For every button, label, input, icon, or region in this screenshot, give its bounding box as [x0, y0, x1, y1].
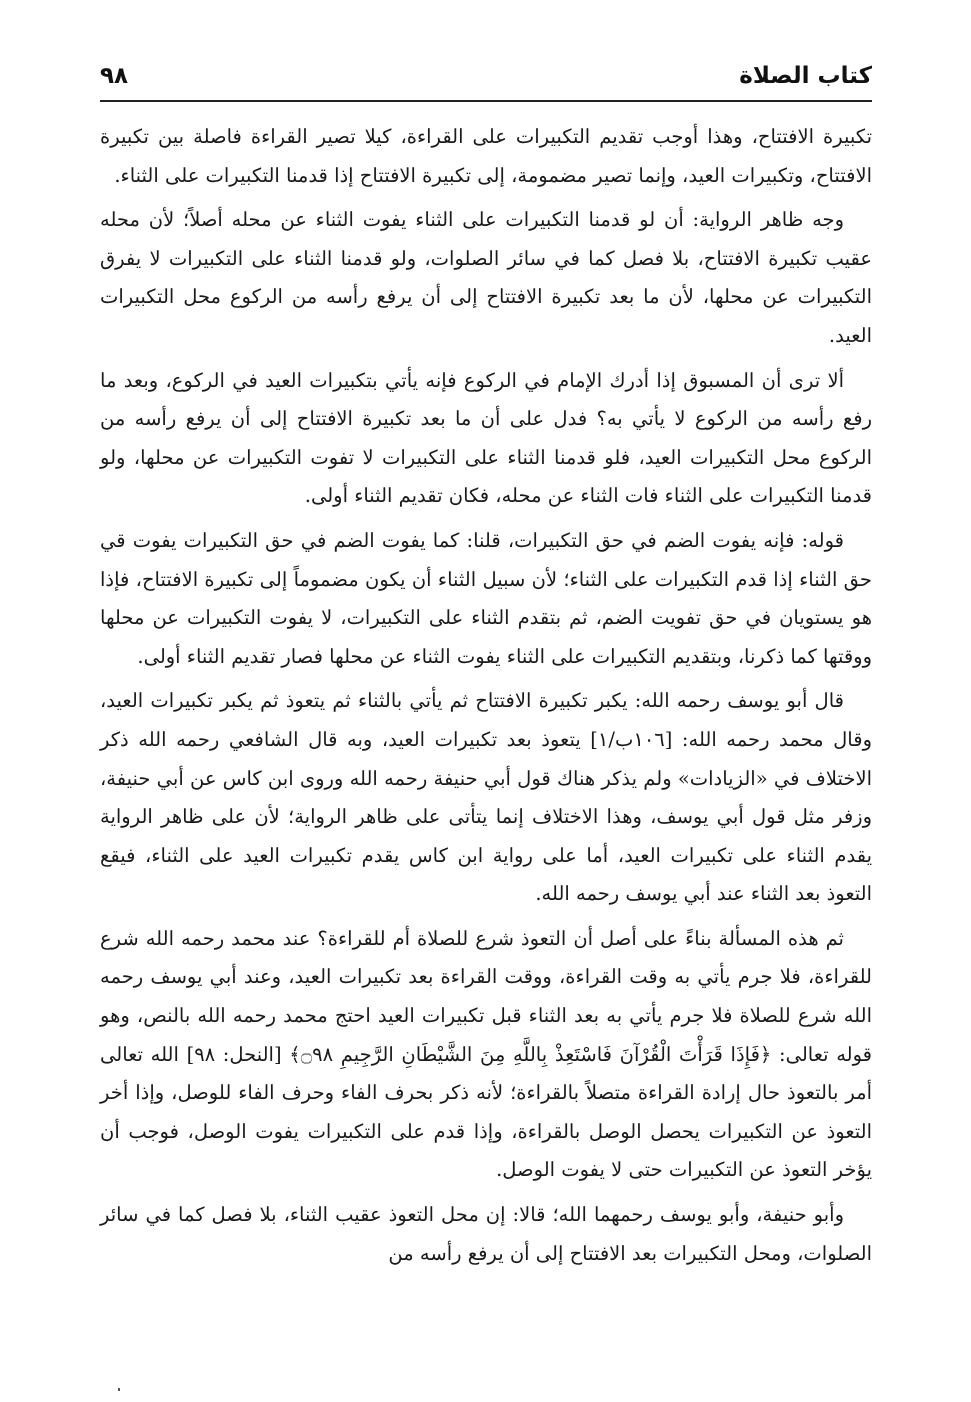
- scan-speck: [118, 1388, 120, 1391]
- page-number: ٩٨: [100, 63, 129, 89]
- paragraph: قال أبو يوسف رحمه الله: يكبر تكبيرة الافتتاح ثم يأتي بالثناء ثم يتعوذ ثم يكبر تكبيرات العيد، وقال محمد رحمه الله: [١٠٦ب/١] يتعوذ بعد تكبيرات العيد، وبه قال الشافعي رحمه الله ذكر الاختلاف في «الزيادات» ولم يذكر هناك قول أبي حنيفة رحمه الله وروى ابن كاس عن أبي حنيفة، وزفر مثل قول أبي يوسف، وهذا الاختلاف إنما يتأتى على ظاهر الرواية؛ لأن على ظاهر الرواية يقدم الثناء على تكبيرات العيد، أما على رواية ابن كاس يقدم تكبيرات العيد على الثناء، فيقع التعوذ بعد الثناء عند أبي يوسف رحمه الله.: [100, 689, 872, 906]
- paragraph: قوله: فإنه يفوت الضم في حق التكبيرات، قلنا: كما يفوت الضم في حق التكبيرات يفوت قي حق الثناء إذا قدم التكبيرات على الثناء؛ لأن سبيل الثناء أن يكون مضموماً إلى تكبيرة الافتتاح، فإذا هو يستويان في حق تفويت الضم، ثم بتقدم الثناء على التكبيرات، لا يفوت التكبيرات عن محلها ووقتها كما ذكرنا، وبتقديم التكبيرات على الثناء يفوت الثناء عن محلها فصار تقديم الثناء أولى.: [100, 528, 872, 668]
- paragraph: ثم هذه المسألة بناءً على أصل أن التعوذ شرع للصلاة أم للقراءة؟ عند محمد رحمه الله شرع للقراءة، فلا جرم يأتي به وقت القراءة، ووقت القراءة بعد تكبيرات العيد، وعند أبي يوسف رحمه الله شرع للصلاة فلا جرم يأتي به بعد الثناء قبل تكبيرات العيد احتج محمد رحمه الله بالنص، وهو قوله تعالى: ﴿فَإِذَا قَرَأْتَ الْقُرْآنَ فَاسْتَعِذْ بِاللَّهِ مِنَ الشَّيْطَانِ الرَّجِيمِ ۝٩٨﴾ [النحل: ٩٨] الله تعالى أمر بالتعوذ حال إرادة القراءة متصلاً بالقراءة؛ لأنه ذكر بحرف الفاء وحرف الفاء للوصل، وإذا أخر التعوذ عن التكبيرات يحصل الوصل بالقراءة، وإذا قدم على التكبيرات يفوت الوصل، فوجب أن يؤخر التعوذ عن التكبيرات حتى لا يفوت الوصل.: [100, 926, 872, 1182]
- book-title: كتاب الصلاة: [739, 63, 872, 89]
- paragraph: ألا ترى أن المسبوق إذا أدرك الإمام في الركوع فإنه يأتي بتكبيرات العيد في الركوع، وبعد ما رفع رأسه من الركوع لا يأتي به؟ فدل على أن ما بعد تكبيرة الافتتاح إلى أن يرفع رأسه من الركوع محل التكبيرات العيد، فلو قدمنا الثناء على التكبيرات لا تفوت التكبيرات عن محلها، ولو قدمنا التكبيرات على الثناء فات الثناء عن محله، فكان تقديم الثناء أولى.: [100, 368, 872, 508]
- body-text: [100, 118, 872, 1279]
- running-header: [100, 56, 872, 96]
- paragraph: وجه ظاهر الرواية: أن لو قدمنا التكبيرات على الثناء يفوت الثناء عن محله أصلاً؛ لأن محله عقيب تكبيرة الافتتاح، بلا فصل كما في سائر الصلوات، ولو قدمنا الثناء على التكبيرات لا يفرق التكبيرات عن محلها، لأن ما بعد تكبيرة الافتتاح إلى أن يرفع رأسه من الركوع محل التكبيرات العيد.: [100, 208, 872, 347]
- paragraph: وأبو حنيفة، وأبو يوسف رحمهما الله؛ قالا: إن محل التعوذ عقيب الثناء، بلا فصل كما في سائر الصلوات، ومحل التكبيرات بعد الافتتاح إلى أن يرفع رأسه من: [100, 1203, 872, 1265]
- paragraph: تكبيرة الافتتاح، وهذا أوجب تقديم التكبيرات على القراءة، كيلا تصير القراءة فاصلة بين تكبيرة الافتتاح، وتكبيرات العيد، وإنما تصير مضمومة، إلى تكبيرة الافتتاح إذا قدمنا التكبيرات على الثناء.: [100, 125, 872, 187]
- header-divider: [100, 100, 872, 102]
